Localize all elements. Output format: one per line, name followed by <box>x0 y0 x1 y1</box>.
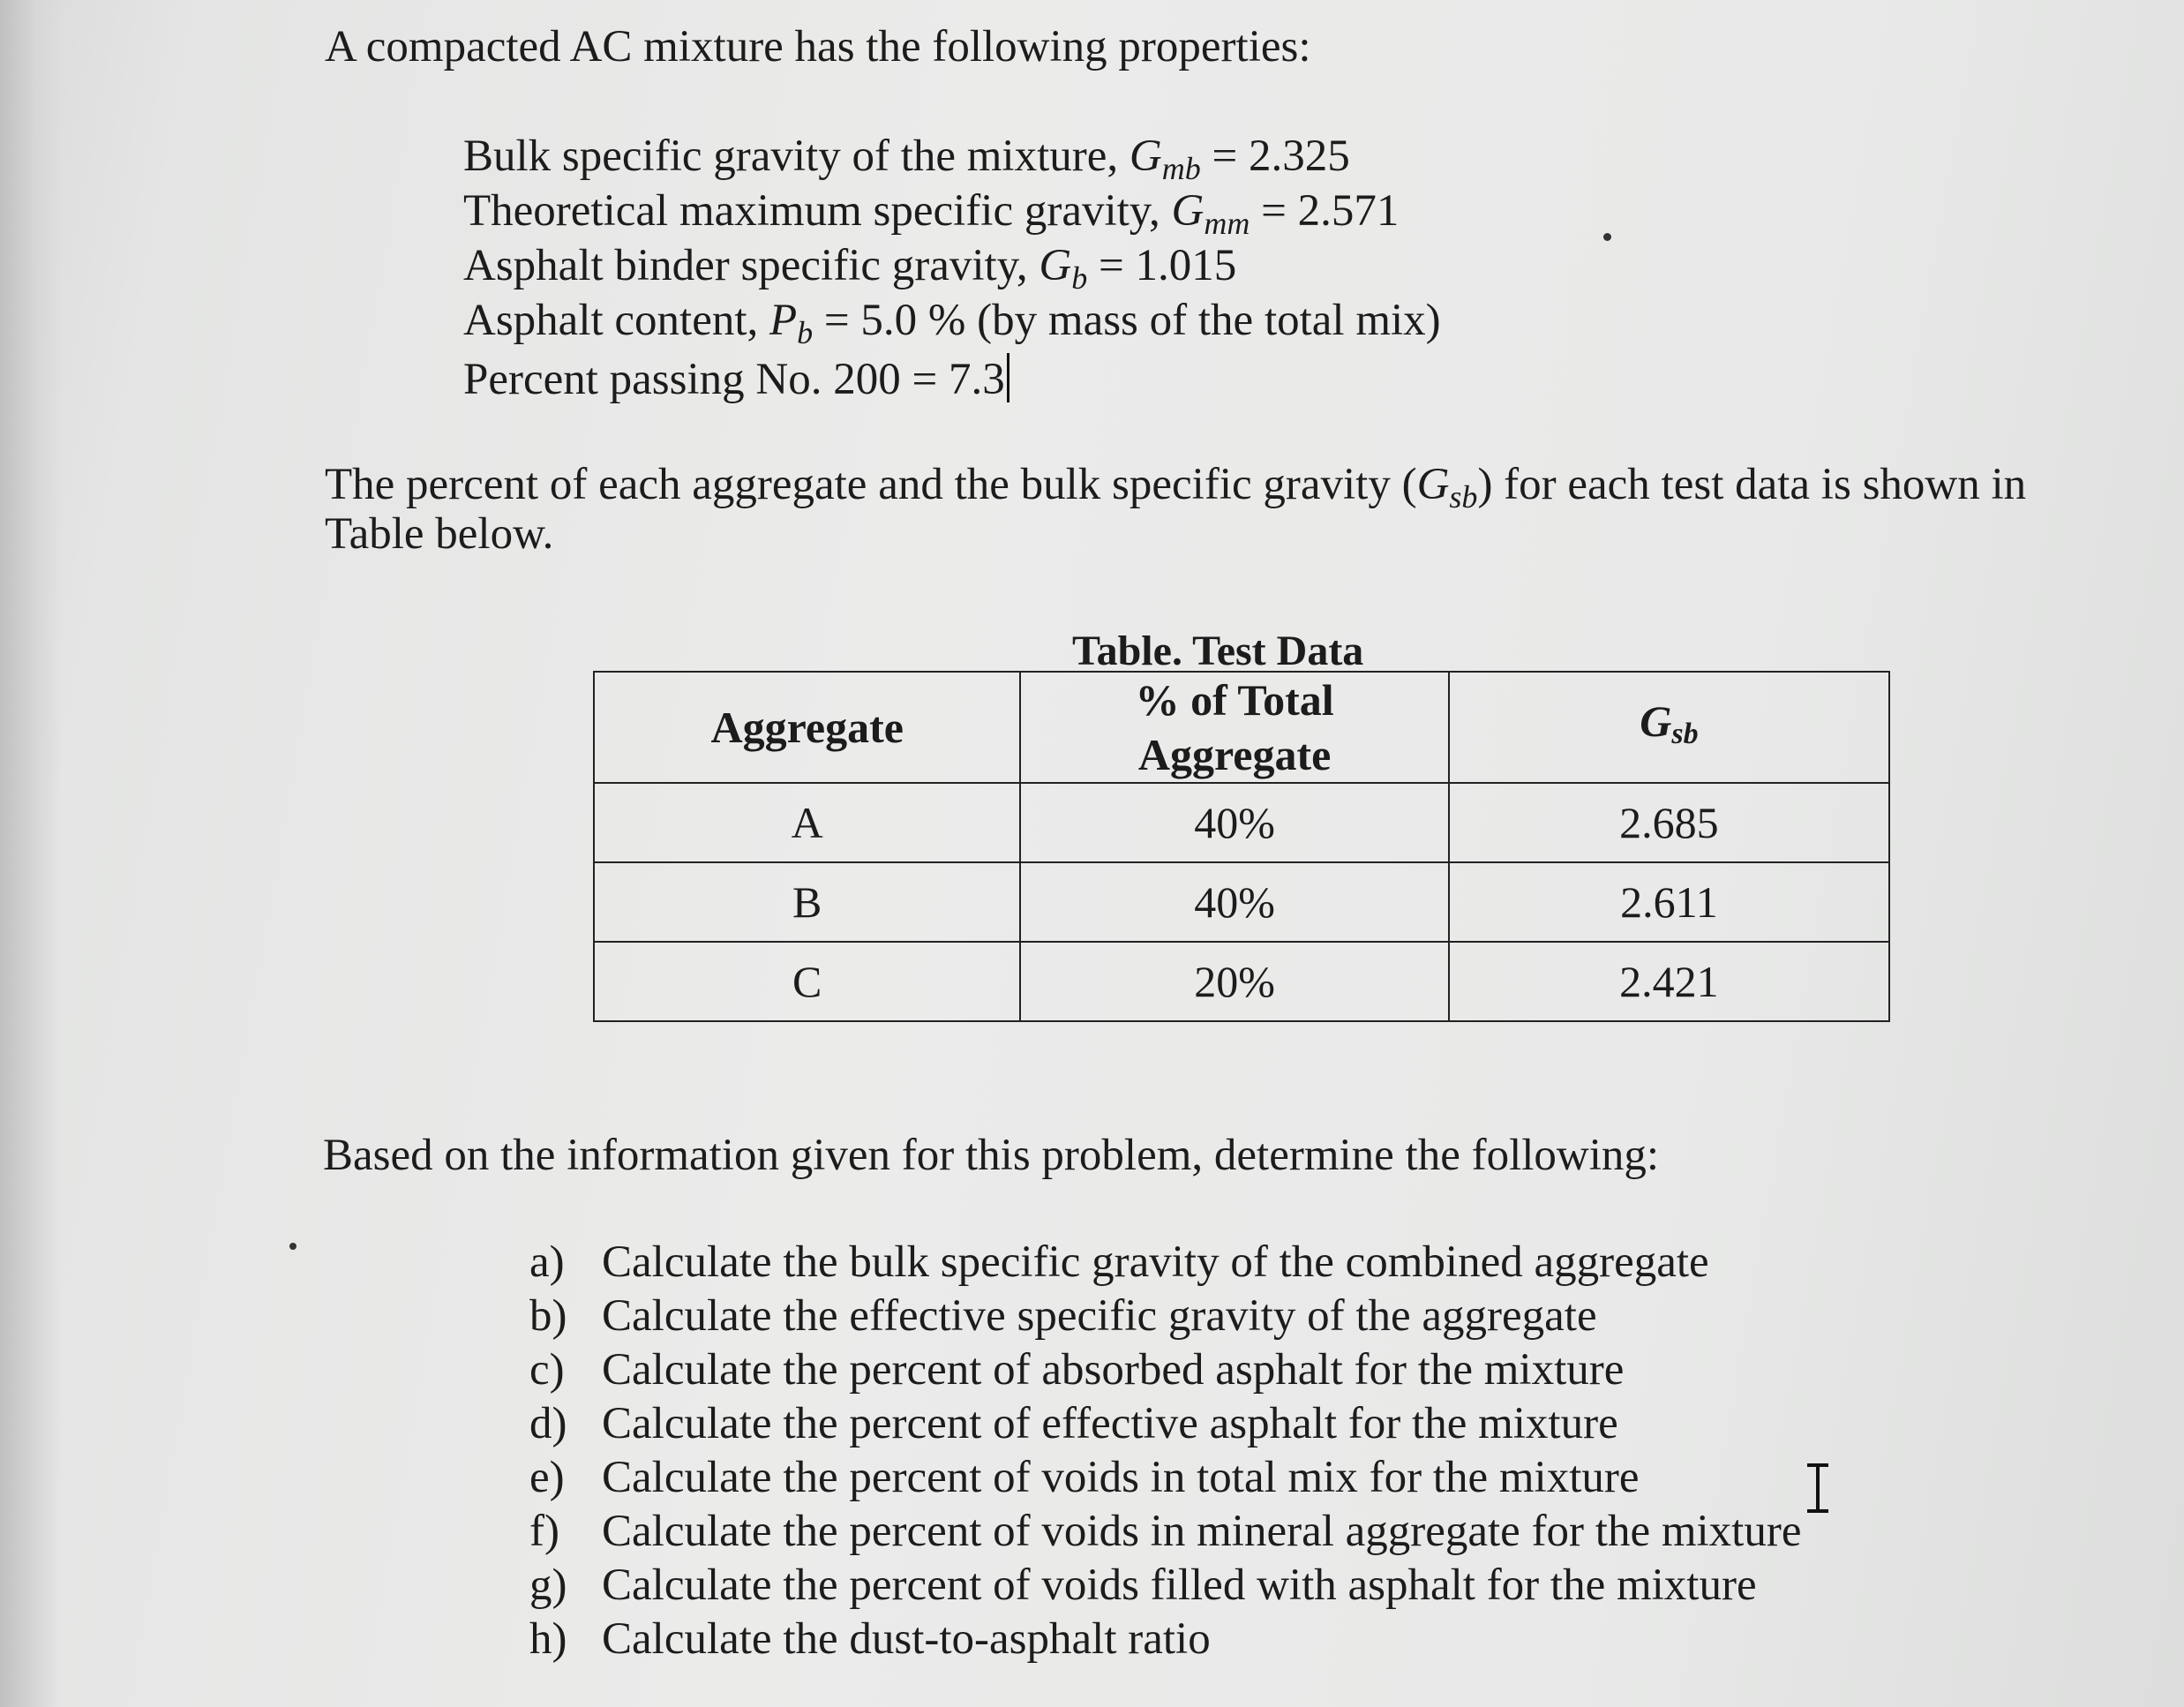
question-text: Calculate the percent of absorbed asphalt for the mixture <box>602 1345 1625 1395</box>
question-text: Calculate the effective specific gravity of the aggregate <box>602 1291 1597 1341</box>
paragraph-variable: G <box>1416 460 1450 509</box>
property-label: Bulk specific gravity of the mixture, <box>463 132 1130 181</box>
cell-aggregate: C <box>594 942 1020 1021</box>
table-row <box>594 783 1889 862</box>
text-caret <box>1007 353 1009 402</box>
property-gmb <box>463 134 1350 184</box>
question-text: Calculate the percent of voids in mineral aggregate for the mixture <box>602 1507 1802 1556</box>
property-value: = 2.571 <box>1250 186 1400 236</box>
paragraph-line-2: Table below. <box>325 509 554 559</box>
property-gb <box>463 241 1237 296</box>
property-label: Asphalt binder specific gravity, <box>463 241 1039 290</box>
question-letter: a) <box>529 1237 565 1287</box>
list-item <box>529 1614 1211 1664</box>
list-item <box>529 1291 1597 1341</box>
paragraph-text: ) for each test data is shown in <box>1477 460 2027 509</box>
property-label: Asphalt content, <box>463 296 770 345</box>
property-variable: G <box>1129 132 1162 181</box>
header-gsb <box>1449 672 1889 783</box>
header-aggregate: Aggregate <box>594 672 1020 783</box>
question-text: Calculate the dust-to-asphalt ratio <box>602 1614 1211 1664</box>
property-value: = 5.0 % (by mass of the total mix) <box>813 296 1441 345</box>
cell-gsb: 2.611 <box>1449 862 1889 942</box>
header-percent <box>1020 672 1448 783</box>
header-percent-line1: % of Total <box>1135 675 1334 725</box>
stray-mark <box>289 1243 296 1250</box>
property-value: = 2.325 <box>1200 132 1350 181</box>
property-subscript: mm <box>1204 206 1250 241</box>
paragraph-subscript: sb <box>1449 479 1478 515</box>
property-variable: P <box>769 296 798 345</box>
property-value: = 1.015 <box>1087 241 1237 290</box>
question-letter: b) <box>529 1291 567 1341</box>
intro-text: A compacted AC mixture has the following properties: <box>325 22 1311 71</box>
table-row <box>594 942 1889 1021</box>
question-letter: h) <box>529 1614 567 1664</box>
header-gsb-subscript: sb <box>1671 717 1699 750</box>
question-text: Calculate the percent of voids filled with asphalt for the mixture <box>602 1560 1757 1610</box>
table-title: Table. Test Data <box>1072 628 1364 674</box>
stray-mark <box>1603 233 1611 241</box>
question-text: Calculate the percent of effective asphalt for the mixture <box>602 1399 1618 1448</box>
cell-percent: 40% <box>1020 862 1448 942</box>
table-header-row <box>594 672 1889 783</box>
question-letter: e) <box>529 1453 565 1502</box>
header-percent-line2: Aggregate <box>1137 730 1332 779</box>
cell-aggregate: B <box>594 862 1020 942</box>
screen-left-edge <box>0 0 62 1707</box>
cell-gsb: 2.685 <box>1449 783 1889 862</box>
question-text: Calculate the bulk specific gravity of the combined aggregate <box>602 1237 1709 1287</box>
question-letter: f) <box>529 1507 559 1556</box>
paragraph-text: The percent of each aggregate and the bulk specific gravity ( <box>325 460 1417 509</box>
cell-percent: 40% <box>1020 783 1448 862</box>
question-text: Calculate the percent of voids in total mix for the mixture <box>602 1453 1640 1502</box>
property-pb <box>463 298 1441 349</box>
cell-percent: 20% <box>1020 942 1448 1021</box>
prompt-text: Based on the information given for this problem, determine the following: <box>323 1131 1660 1180</box>
table-row <box>594 862 1889 942</box>
question-letter: c) <box>529 1345 565 1395</box>
list-item <box>529 1345 1625 1395</box>
list-item <box>529 1455 1640 1500</box>
text-cursor-icon <box>1800 1463 1835 1514</box>
header-gsb-variable: G <box>1640 696 1672 746</box>
property-gmm <box>463 186 1400 241</box>
property-no200[interactable] <box>463 353 1009 402</box>
paragraph-line-1 <box>325 462 2026 513</box>
property-variable: G <box>1039 241 1072 290</box>
test-data-table <box>593 671 1890 1022</box>
property-subscript: b <box>1071 260 1088 296</box>
question-letter: d) <box>529 1399 567 1448</box>
question-letter: g) <box>529 1560 567 1610</box>
property-variable: G <box>1171 186 1205 236</box>
property-label: Percent passing No. 200 = 7.3 <box>463 355 1005 404</box>
list-item <box>529 1237 1709 1287</box>
cell-aggregate: A <box>594 783 1020 862</box>
list-item <box>529 1509 1801 1554</box>
list-item <box>529 1399 1618 1448</box>
list-item <box>529 1560 1757 1610</box>
property-label: Theoretical maximum specific gravity, <box>463 186 1172 236</box>
property-subscript: mb <box>1161 151 1201 186</box>
property-subscript: b <box>797 315 814 350</box>
cell-gsb: 2.421 <box>1449 942 1889 1021</box>
